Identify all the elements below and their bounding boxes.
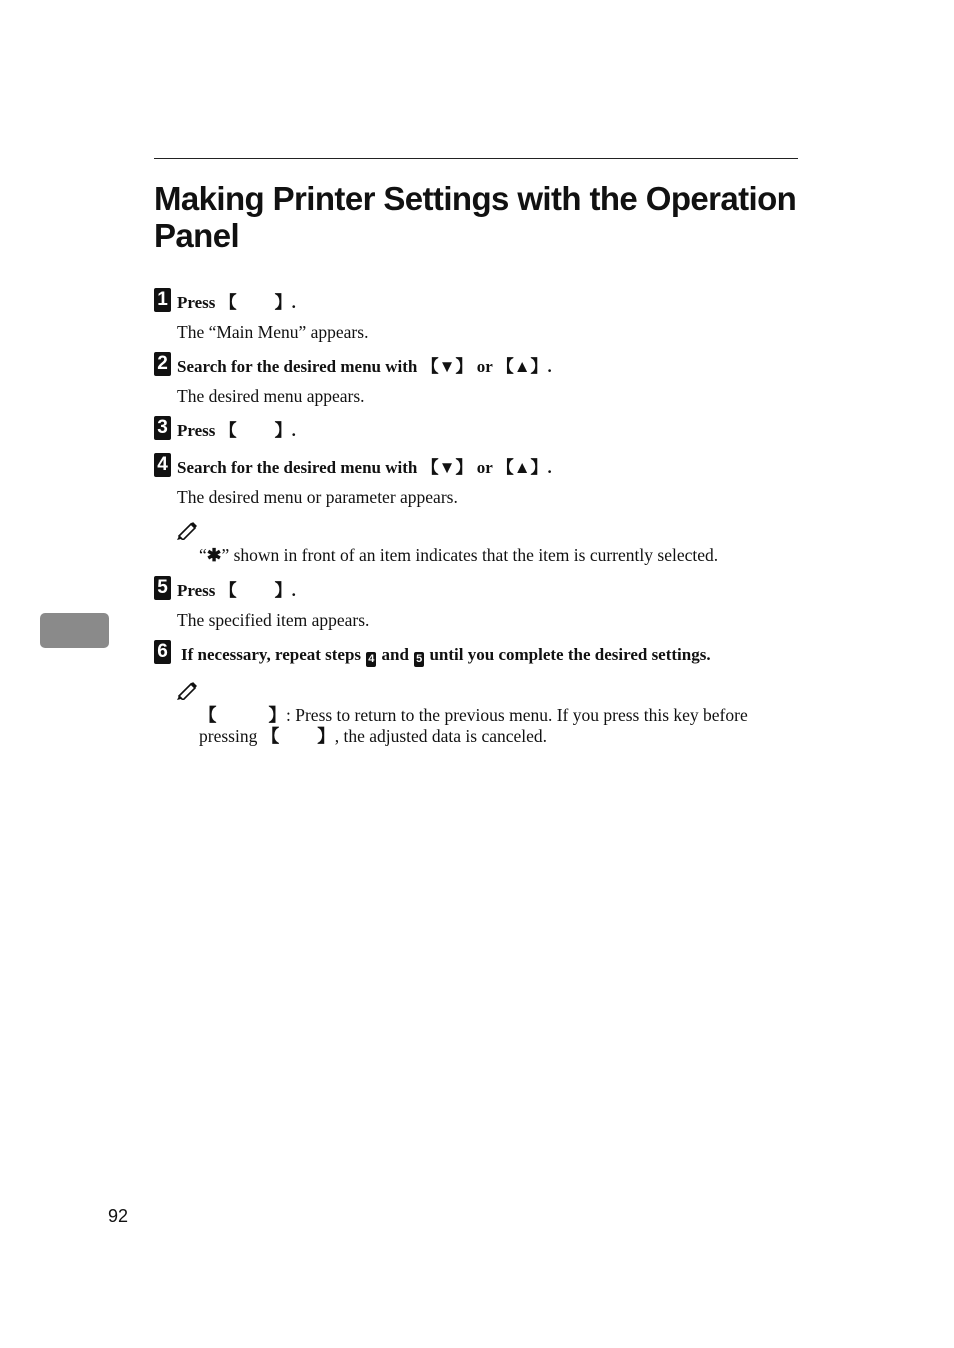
up-arrow-key-icon: 【▲】 [496,357,548,376]
step-1-heading: Press 【 】. [177,293,296,312]
step-5-result: The specified item appears. [177,610,370,630]
step-ref-icon: 5 [416,653,423,665]
up-arrow-key-icon: 【▲】 [496,458,548,477]
down-arrow-key-icon: 【▼】 [421,458,473,477]
page-title: Making Printer Settings with the Operation Panel [154,180,797,254]
step-4-result: The desired menu or parameter appears. [177,487,458,507]
step-2-heading: Search for the desired menu with 【▼】 or 【▲】. [177,357,552,376]
pencil-note-icon [176,520,198,540]
step-4-heading: Search for the desired menu with 【▼】 or 【▲】. [177,458,552,477]
step-number-icon: 2 [154,352,171,376]
chapter-tab [40,613,109,648]
step-6-heading: If necessary, repeat steps 4 and 5 until you complete the desired settings. [181,645,711,665]
down-arrow-key-icon: 【▼】 [421,357,473,376]
step-number-icon: 1 [154,288,171,312]
step-5-heading: Press 【 】. [177,581,296,600]
step-number-icon: 6 [154,640,171,664]
pencil-note-icon [176,680,198,700]
selected-star-icon: ✱ [206,545,222,565]
step-3-heading: Press 【 】. [177,421,296,440]
step-6-note: 【 】: Press to return to the previous menu. If you press this key before pressing 【 】, the adjusted data is canceled. [199,705,748,746]
step-number-icon: 5 [154,576,171,600]
page-number: 92 [108,1206,129,1226]
step-2-result: The desired menu appears. [177,386,365,406]
step-1-result: The “Main Menu” appears. [177,322,369,342]
step-number-icon: 3 [154,416,171,440]
step-4-note: “✱” shown in front of an item indicates that the item is currently selected. [199,545,719,565]
step-number-icon: 4 [154,453,171,477]
header-rule [154,158,798,159]
step-ref-icon: 4 [368,653,375,665]
